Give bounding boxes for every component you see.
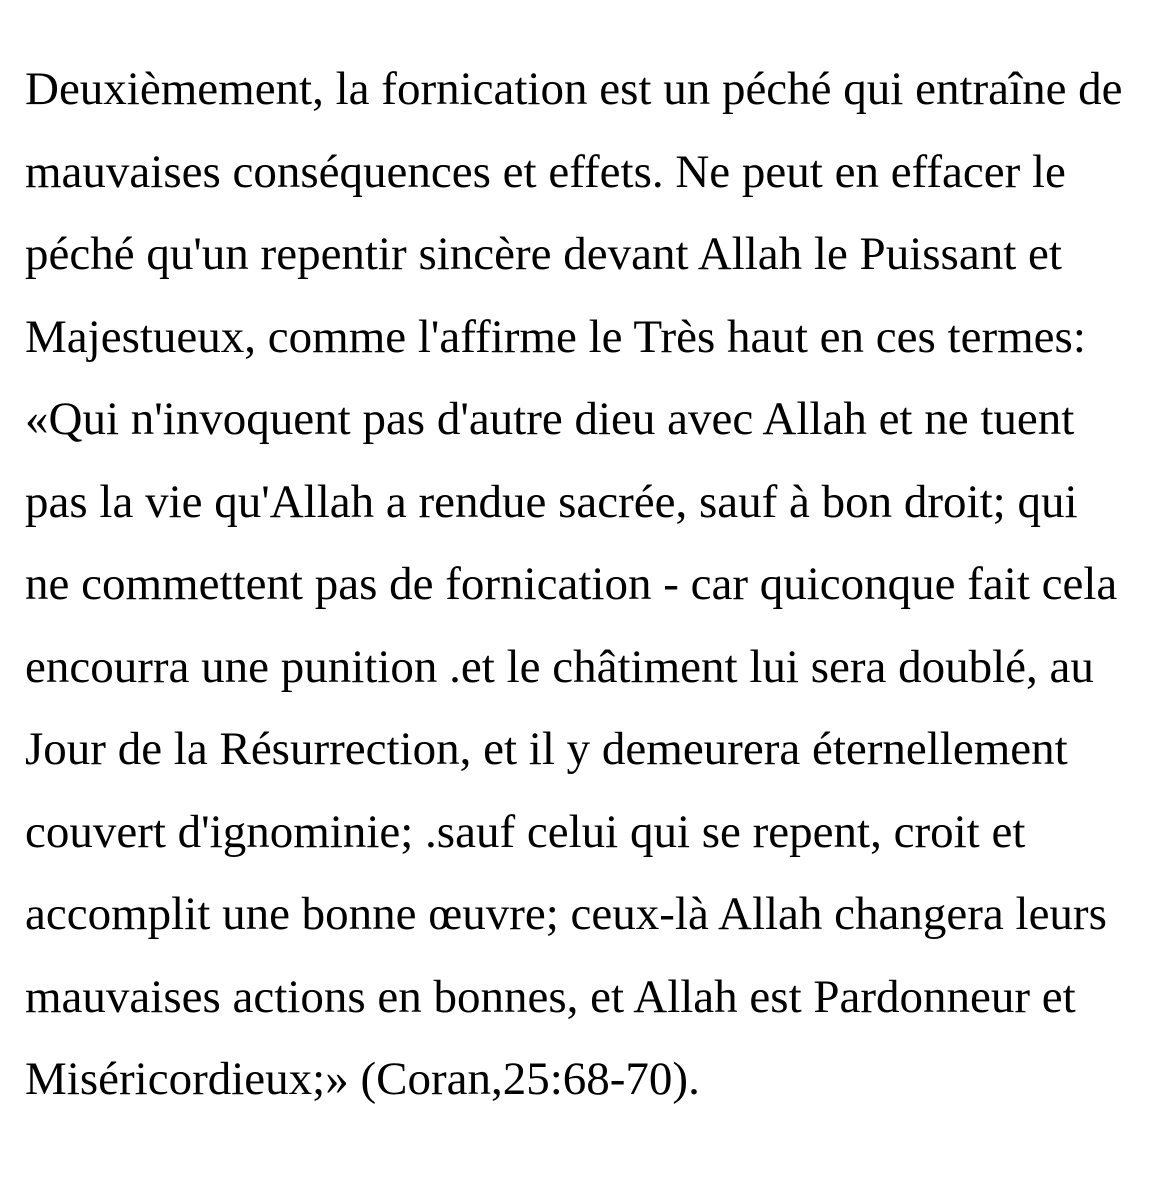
text-line: ne commettent pas de fornication - car quiconque fait cela [25,558,1118,610]
text-line: «Qui n'invoquent pas d'autre dieu avec Allah et ne tuent [25,393,1075,445]
text-line: Miséricordieux;» (Coran,25:68-70). [25,1053,700,1105]
text-line: accomplit une bonne œuvre; ceux-là Allah changera leurs [25,888,1107,940]
text-line: péché qu'un repentir sincère devant Allah le Puissant et [25,228,1062,280]
text-line: couvert d'ignominie; .sauf celui qui se repent, croit et [25,805,1026,858]
text-line: Deuxièmement, la fornication est un péché qui entraîne de [25,63,1123,115]
text-line: encourra une punition .et le châtiment lui sera doublé, au [25,640,1094,693]
text-line: mauvaises actions en bonnes, et Allah est Pardonneur et [25,970,1076,1023]
text-line: pas la vie qu'Allah a rendue sacrée, sauf à bon droit; qui [25,475,1078,528]
text-line: Majestueux, comme l'affirme le Très haut en ces termes: [25,310,1086,363]
text-line: mauvaises conséquences et effets. Ne peut en effacer le [25,145,1066,198]
paragraph [25,48,1163,1121]
text-line: Jour de la Résurrection, et il y demeurera éternellement [25,723,1068,775]
